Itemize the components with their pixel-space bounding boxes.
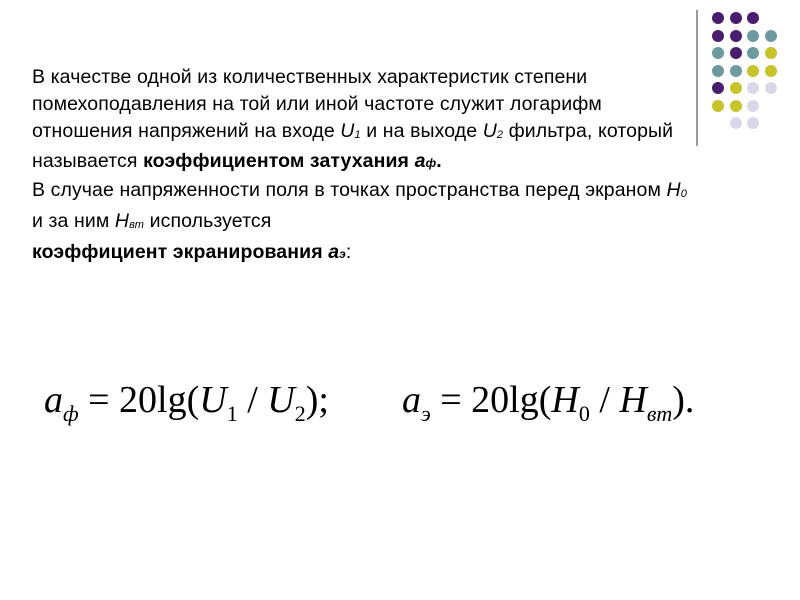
decorative-dot xyxy=(712,47,724,59)
decorative-dot xyxy=(712,65,724,77)
decorative-dot xyxy=(765,30,777,42)
decorative-dot xyxy=(712,100,724,112)
decorative-vertical-line xyxy=(696,10,698,146)
decorative-dot xyxy=(747,65,759,77)
decorative-dot xyxy=(730,82,742,94)
decorative-dot xyxy=(765,82,777,94)
decorative-dot xyxy=(747,82,759,94)
formula-shielding: $a_э = 20\lg(H_0 / H_{вт})$. xyxy=(402,379,695,426)
term-attenuation-coefficient: коэффициентом затухания xyxy=(143,150,415,173)
decorative-dot xyxy=(765,65,777,77)
decorative-dot xyxy=(730,47,742,59)
decorative-dot xyxy=(712,30,724,42)
decorative-dot xyxy=(747,12,759,24)
decorative-dot xyxy=(730,12,742,24)
decorative-dot xyxy=(747,30,759,42)
decorative-dot xyxy=(765,47,777,59)
decorative-dot xyxy=(747,47,759,59)
paragraph-attenuation: В качестве одной из количественных характеристик степени помехоподавления на той или иной частоте служит логарифм отношения напряжений на входе U1 и на выходе U2 фильтра, который называется коэффициентом затухания aф. xyxy=(32,66,674,173)
decorative-dot xyxy=(747,117,759,129)
term-shielding-coefficient: коэффициент экранирования xyxy=(32,240,329,263)
slide-body-text xyxy=(32,64,692,268)
formula-attenuation: $a_ф = 20\lg(U_1 / U_2)$; xyxy=(44,379,329,426)
decorative-dot xyxy=(712,12,724,24)
paragraph-shielding: В случае напряженности поля в точках пространства перед экраном H0 и за ним Hвт используется коэффициент экранирования aэ: xyxy=(32,179,687,263)
decorative-dot xyxy=(730,117,742,129)
decorative-dot xyxy=(747,100,759,112)
decorative-dot xyxy=(712,82,724,94)
decorative-dot xyxy=(730,100,742,112)
decorative-dot xyxy=(730,30,742,42)
decorative-dot xyxy=(730,65,742,77)
